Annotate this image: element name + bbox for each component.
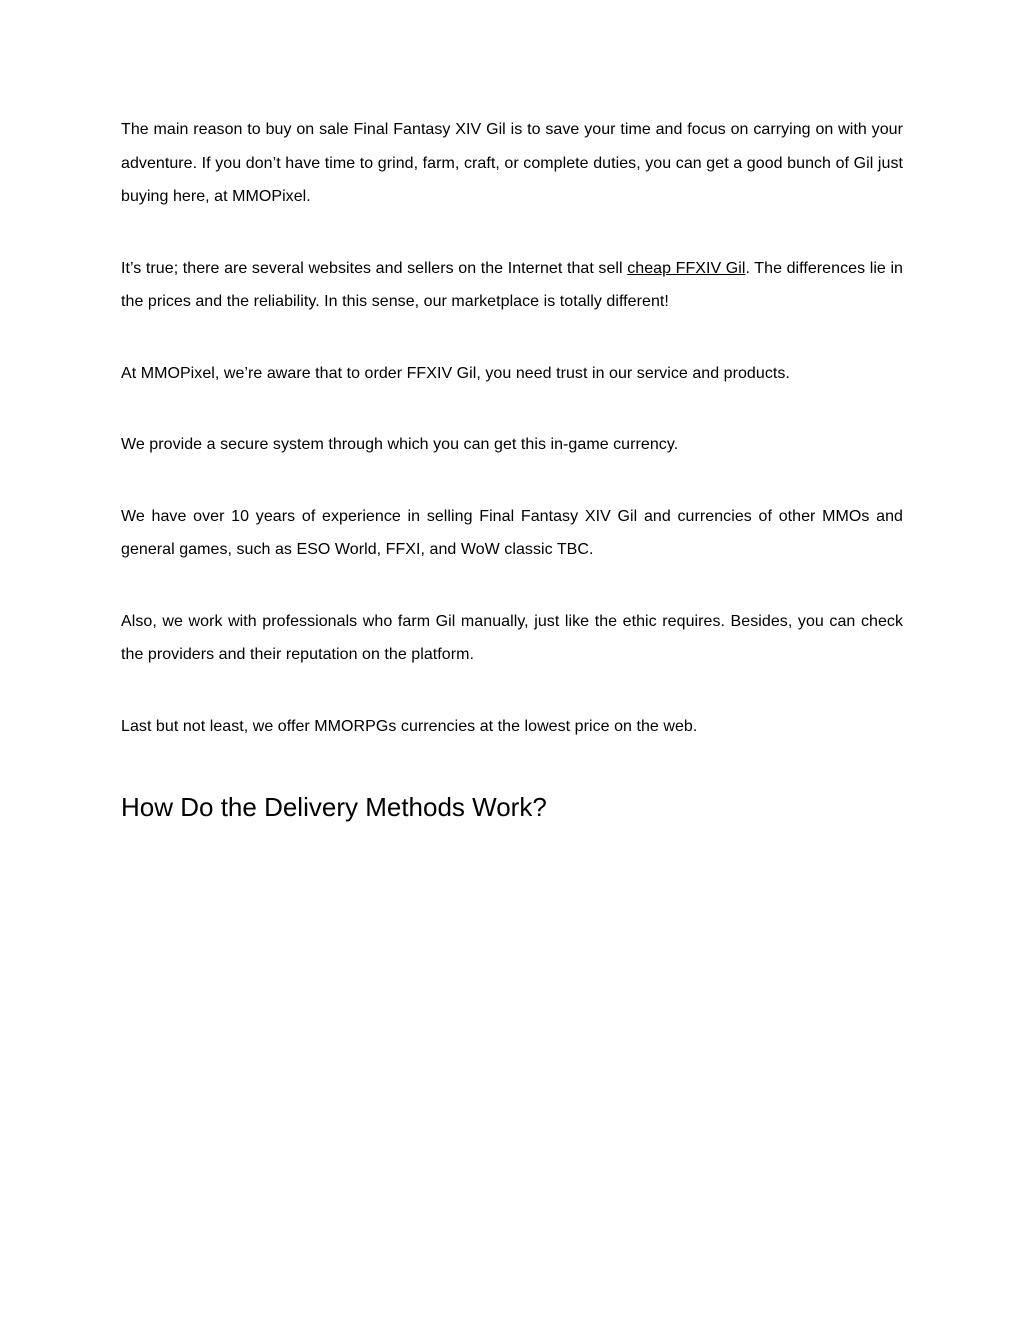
document-body: [121, 113, 903, 825]
paragraph-professionals: Also, we work with professionals who farm Gil manually, just like the ethic requires. Besides, you can check the providers and their reputation on the platform.: [121, 612, 903, 663]
paragraph-trust: At MMOPixel, we’re aware that to order FFXIV Gil, you need trust in our service and products.: [121, 364, 790, 382]
paragraph-secure-system: We provide a secure system through which you can get this in-game currency.: [121, 436, 679, 453]
paragraph-websites-text-before: It’s true; there are several websites and sellers on the Internet that sell: [121, 259, 628, 277]
paragraph-main-reason: The main reason to buy on sale Final Fantasy XIV Gil is to save your time and focus on carrying on with your adventure. If you don’t have time to grind, farm, craft, or complete duties, you can get a good bunch of Gil just buying here, at MMOPixel.: [121, 121, 903, 205]
section-heading: How Do the Delivery Methods Work?: [121, 792, 547, 822]
paragraph-websites-text-after: . The differences lie in the prices and the reliability. In this sense, our marketplace is totally different!: [121, 259, 903, 310]
paragraph-lowest-price: Last but not least, we offer MMORPGs currencies at the lowest price on the web.: [121, 717, 698, 735]
paragraph-websites: [121, 252, 903, 319]
cheap-ffxiv-gil-link[interactable]: cheap FFXIV Gil: [627, 259, 746, 277]
paragraph-experience: We have over 10 years of experience in selling Final Fantasy XIV Gil and currencies of other MMOs and general games, such as ESO World, FFXI, and WoW classic TBC.: [121, 507, 903, 558]
